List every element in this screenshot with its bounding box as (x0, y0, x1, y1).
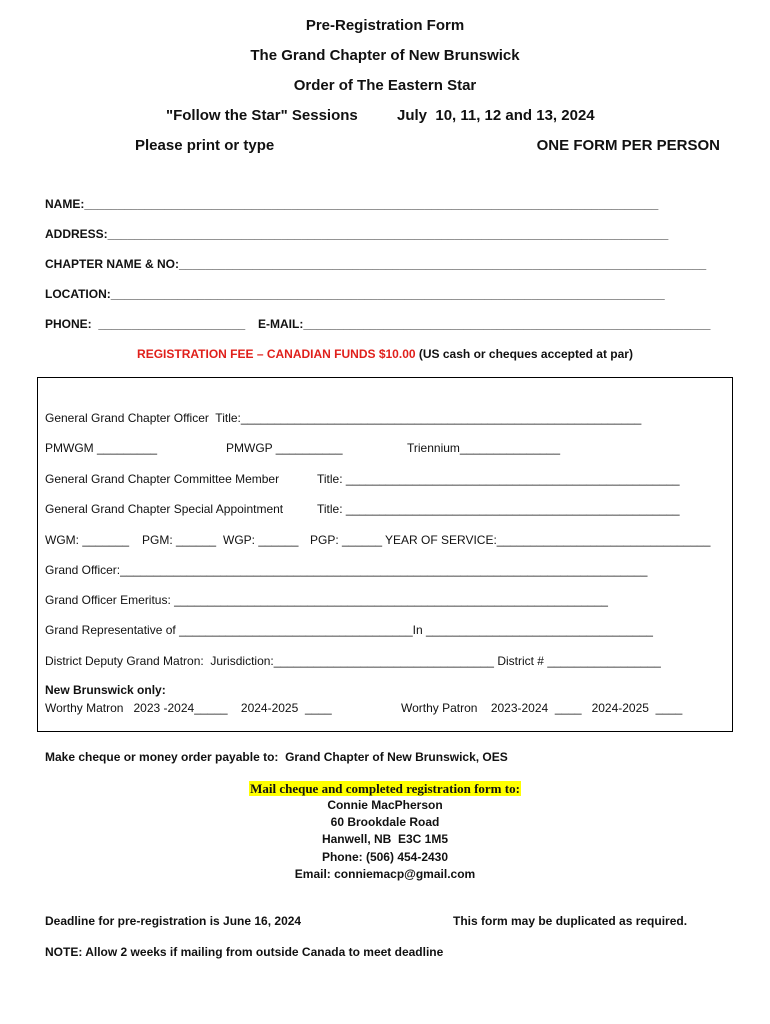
special-title-field[interactable]: Title: __________________________________________________ (317, 502, 680, 516)
triennium-field[interactable]: Triennium_______________ (407, 441, 561, 455)
officer-box (37, 377, 733, 732)
committee-member-label: General Grand Chapter Committee Member (45, 472, 280, 486)
ggco-title-field[interactable]: General Grand Chapter Officer Title:____________________________________________________________ (45, 411, 642, 425)
pmwgm-field[interactable]: PMWGM _________ (45, 441, 158, 455)
session-dates: July 10, 11, 12 and 13, 2024 (397, 107, 595, 124)
deadline-note: Deadline for pre-registration is June 16, 2024 (45, 914, 302, 928)
form-title: Pre-Registration Form (305, 17, 465, 34)
worthy-patron-field[interactable]: Worthy Patron 2023-2024 ____ 2024-2025 ____ (401, 701, 683, 715)
mail-recipient-name: Connie MacPherson (327, 798, 443, 812)
sessions-title: "Follow the Star" Sessions (166, 107, 358, 124)
fee-note: (US cash or cheques accepted at par) (415, 347, 633, 361)
pgm-field[interactable]: PGM: ______ (142, 533, 217, 547)
grand-representative-field[interactable]: Grand Representative of ___________________________________In __________________________________ (45, 623, 653, 637)
mail-heading-text: Mail cheque and completed registration form to: (250, 781, 520, 796)
phone-field[interactable]: PHONE: ______________________ (45, 317, 246, 331)
year-of-service-field[interactable]: YEAR OF SERVICE:________________________________ (385, 533, 711, 547)
committee-title-field[interactable]: Title: __________________________________________________ (317, 472, 680, 486)
registration-fee (0, 347, 770, 361)
print-instruction: Please print or type (135, 137, 275, 154)
cheque-payable-note: Make cheque or money order payable to: Grand Chapter of New Brunswick, OES (45, 750, 508, 764)
mail-phone: Phone: (506) 454-2430 (321, 850, 449, 864)
chapter-field[interactable]: CHAPTER NAME & NO:_______________________________________________________________________________ (45, 257, 707, 271)
mail-street: 60 Brookdale Road (330, 815, 440, 829)
wgm-field[interactable]: WGM: _______ (45, 533, 130, 547)
wgp-field[interactable]: WGP: ______ (223, 533, 299, 547)
district-deputy-field[interactable]: District Deputy Grand Matron: Jurisdiction:_________________________________ District # _________________ (45, 654, 661, 668)
new-brunswick-only-label: New Brunswick only: (45, 683, 166, 697)
pmwgp-field[interactable]: PMWGP __________ (226, 441, 343, 455)
organization-name: The Grand Chapter of New Brunswick (250, 47, 520, 64)
outside-canada-note: NOTE: Allow 2 weeks if mailing from outside Canada to meet deadline (45, 945, 444, 959)
mail-city: Hanwell, NB E3C 1M5 (321, 832, 449, 846)
pgp-field[interactable]: PGP: ______ (310, 533, 383, 547)
email-field[interactable]: E-MAIL:_____________________________________________________________ (258, 317, 711, 331)
grand-officer-field[interactable]: Grand Officer:_______________________________________________________________________________ (45, 563, 648, 577)
name-field[interactable]: NAME:______________________________________________________________________________________ (45, 197, 659, 211)
duplicate-note: This form may be duplicated as required. (453, 914, 688, 928)
mail-email: Email: conniemacp@gmail.com (294, 867, 476, 881)
mail-heading (0, 780, 770, 798)
worthy-matron-field[interactable]: Worthy Matron 2023 -2024_____ 2024-2025 ____ (45, 701, 332, 715)
special-appointment-label: General Grand Chapter Special Appointment (45, 502, 284, 516)
location-field[interactable]: LOCATION:___________________________________________________________________________________ (45, 287, 665, 301)
grand-officer-emeritus-field[interactable]: Grand Officer Emeritus: _________________________________________________________________ (45, 593, 608, 607)
one-form-notice: ONE FORM PER PERSON (536, 137, 720, 154)
order-name: Order of The Eastern Star (293, 77, 477, 94)
address-field[interactable]: ADDRESS:____________________________________________________________________________________ (45, 227, 669, 241)
fee-amount: REGISTRATION FEE – CANADIAN FUNDS $10.00 (137, 347, 416, 361)
